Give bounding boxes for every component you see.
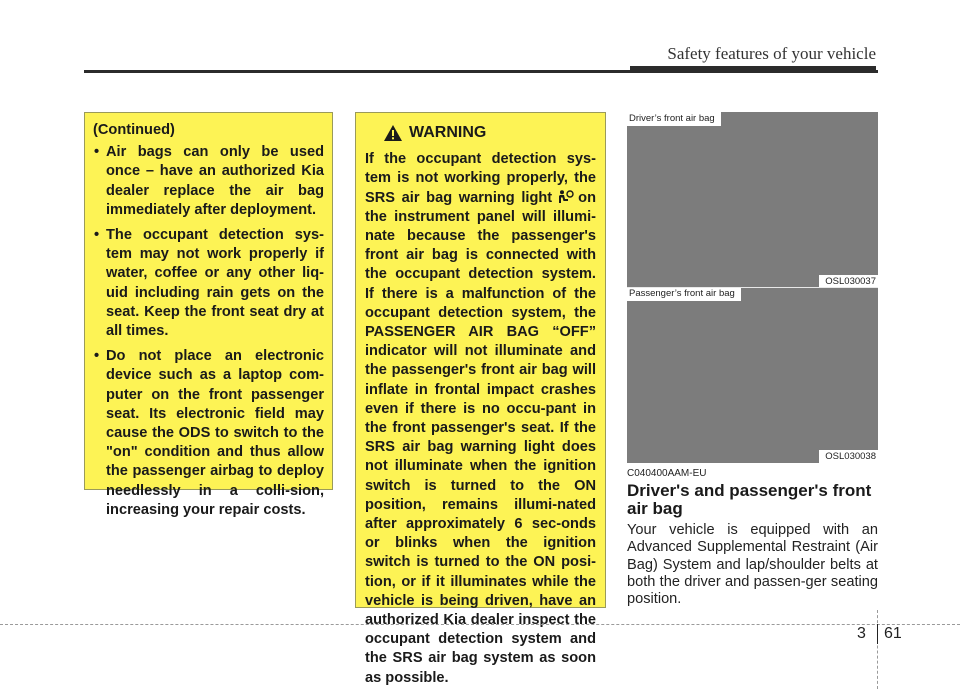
section-body-text: Your vehicle is equipped with an Advanced Supplemental Restraint (Air Bag) System and lap/shoulder belts at both the driver and passen-ger seating position.	[627, 522, 878, 608]
warning-text	[365, 150, 596, 688]
footer-rule	[0, 624, 960, 625]
photo-caption: Driver’s front air bag	[627, 112, 721, 126]
warning-text-part-1: If the occupant detection sys-tem is not working properly, the SRS air bag warning light	[365, 151, 596, 206]
continued-caution-box	[84, 112, 333, 518]
photo-code: OSL030037	[819, 275, 878, 288]
warning-title: WARNING	[409, 124, 487, 141]
photo-divider	[627, 287, 878, 288]
page-number-divider	[877, 624, 878, 644]
header-rule-accent	[630, 66, 876, 73]
footer-divider	[877, 610, 878, 689]
photo-code: OSL030038	[819, 450, 878, 463]
bullet-item: • Do not place an electronic device such as a laptop com-puter on the front passenger seat. Its electronic field may cause the ODS to switch to the "on" condition and thus allow the passenger airbag to deploy needlessly in a colli-sion, increasing your repair costs.	[93, 347, 324, 520]
continued-title: (Continued)	[93, 122, 175, 138]
bullet-item: • The occupant detection sys-tem may not work properly if water, coffee or any other liq-uid including rain gets on the seat. Keep the front seat dry at all times.	[93, 226, 324, 341]
bullet-item: • Air bags can only be used once – have an authorized Kia dealer replace the air bag immediately after deployment.	[93, 143, 324, 220]
airbag-warning-light-icon	[556, 190, 574, 204]
section-heading: Driver's and passenger's front air bag	[627, 481, 872, 518]
chapter-number: 3	[857, 625, 866, 642]
page-number: 61	[884, 625, 902, 642]
warning-box	[355, 112, 606, 686]
section-code: C040400AAM-EU	[627, 468, 707, 479]
running-header-title: Safety features of your vehicle	[667, 44, 876, 63]
warning-text-part-2: on the instrument panel will illumi-nate because the passenger's front air bag is connected with the occupant detection system. If there is a malfunction of the occupant detection system, the PASSENGER AIR BAG “OFF” indicator will not illuminate and the passenger's front air bag will inflate in frontal impact crashes even if there is no occu-pant in the front passenger's seat. If the SRS air bag warning light does not illuminate when the ignition switch is turned to the ON position, remains illumi-nated after approximately 6 sec-onds or blinks when the ignition switch is turned to the ON posi-tion, or if it illuminates while the vehicle is being driven, have an authorized Kia dealer inspect the occupant detection system and the SRS air bag system as soon as possible.	[365, 189, 596, 686]
continued-bullet-list	[93, 143, 324, 520]
warning-triangle-icon	[383, 124, 403, 142]
passenger-air-bag-photo	[627, 287, 878, 463]
photo-caption: Passenger’s front air bag	[627, 287, 741, 301]
driver-air-bag-photo	[627, 112, 878, 288]
warning-header	[383, 123, 596, 142]
